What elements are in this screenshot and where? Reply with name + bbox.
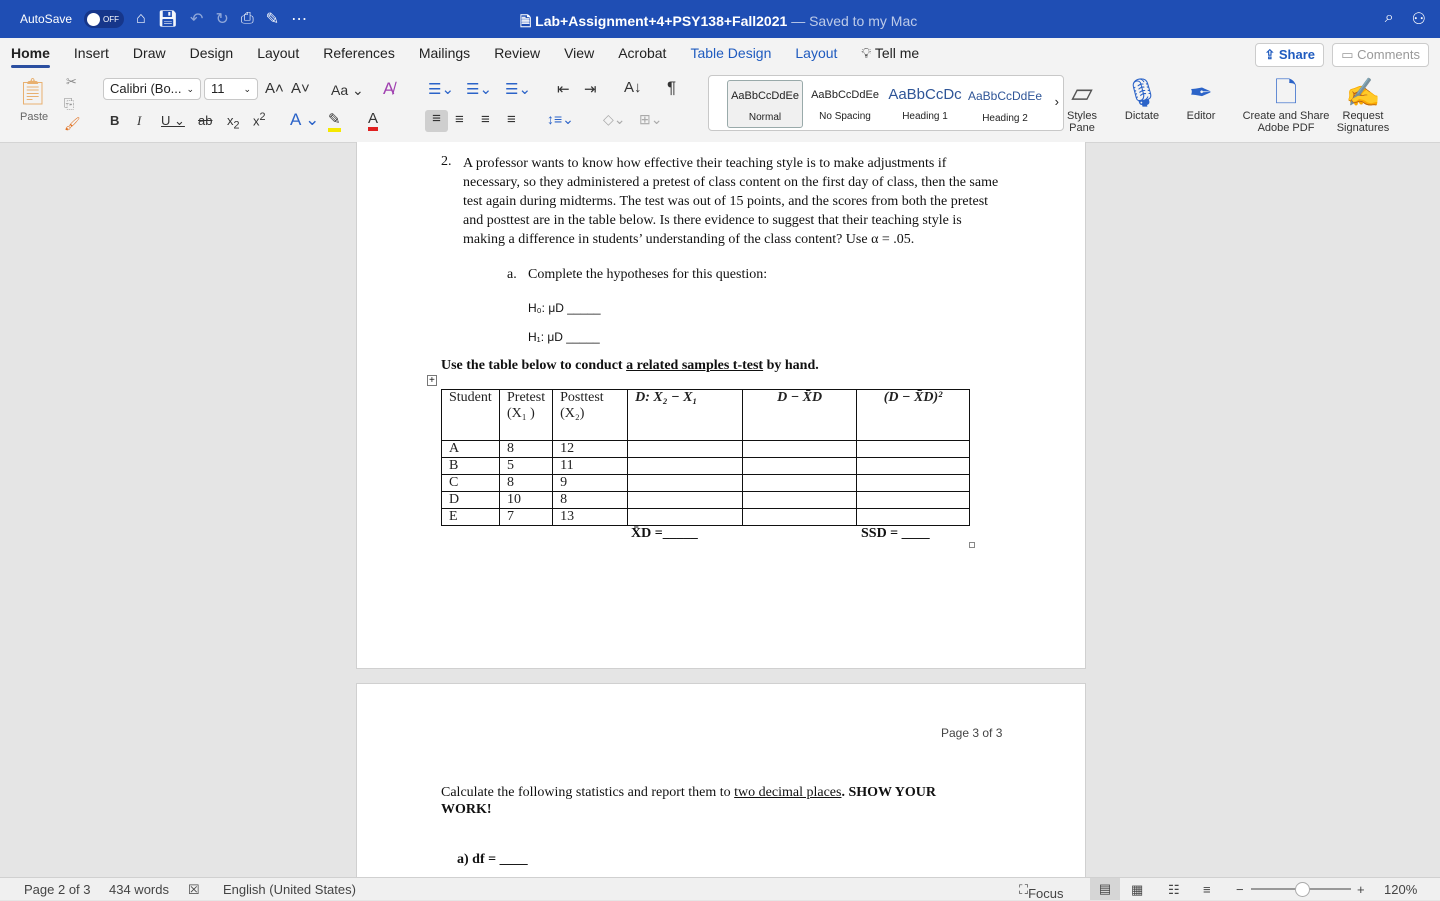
part-a-text: Complete the hypotheses for this question: (528, 267, 768, 282)
highlight-icon[interactable]: ✎ (328, 110, 341, 132)
style-heading-2[interactable] (967, 80, 1043, 128)
table-cell[interactable]: 8 (500, 441, 553, 458)
signature-icon: ✍ (1345, 77, 1381, 108)
align-right-icon[interactable]: ≡ (481, 111, 490, 128)
print-icon[interactable]: ⎙ (240, 10, 254, 27)
borders-icon[interactable]: ⊞⌄ (639, 111, 663, 127)
page-count[interactable]: Page 2 of 3 (24, 882, 91, 897)
table-cell[interactable]: 5 (500, 458, 553, 475)
pdf-icon: 🗋 (1274, 77, 1298, 108)
sum-of-squares-blank[interactable]: SSD = ____ (861, 526, 930, 541)
clear-formatting-icon[interactable]: A̸ (383, 79, 395, 98)
redo-icon[interactable]: ↻ (215, 11, 229, 28)
empty-cell[interactable] (743, 458, 857, 475)
header-student: Student (442, 390, 500, 441)
word-icon: 🗎 (520, 13, 536, 29)
editor-button[interactable] (1182, 76, 1220, 122)
font-size-select[interactable]: 11 ⌄ (204, 78, 258, 100)
table-resize-handle[interactable] (969, 542, 975, 548)
page-3 (356, 683, 1086, 883)
request-signatures-button[interactable] (1334, 76, 1392, 134)
search-icon[interactable]: ⌕ (1384, 9, 1394, 26)
superscript-icon[interactable]: $x^2$ (253, 111, 266, 129)
calc-underlined: two decimal places (734, 785, 842, 800)
shading-icon[interactable]: ◇⌄ (603, 111, 626, 127)
focus-label: Focus (1028, 886, 1064, 901)
zoom-slider-thumb[interactable] (1295, 882, 1310, 897)
empty-cell[interactable] (857, 441, 970, 458)
language[interactable]: English (United States) (223, 882, 356, 897)
table-row (442, 458, 970, 475)
copy-icon[interactable]: ⎘ (64, 96, 75, 111)
format-painter-icon[interactable]: 🖌︎ (64, 116, 81, 131)
header-difference: D: X₂ − X₁ (628, 390, 743, 441)
empty-cell[interactable] (743, 492, 857, 509)
instruction-underlined: a related samples t-test (626, 358, 764, 373)
outline-icon[interactable]: ☷ (1168, 882, 1180, 897)
style-preview: AaBbCcDdEe (731, 90, 799, 102)
page-number-footer: Page 3 of 3 (941, 726, 1003, 740)
font-name-select[interactable]: Calibri (Bo... ⌄ (103, 78, 201, 100)
bold-icon[interactable]: B (110, 113, 120, 128)
tab-insert[interactable]: Insert (73, 45, 109, 61)
increase-indent-icon[interactable]: ⇥ (584, 81, 597, 98)
word-count[interactable]: 434 words (109, 882, 169, 897)
edit-icon[interactable]: ✎ (265, 11, 280, 28)
align-center-icon[interactable]: ≡ (455, 111, 464, 128)
paste-label: Paste (20, 111, 49, 123)
bullets-icon[interactable]: ☰⌄ (428, 81, 455, 98)
df-blank[interactable]: a) df = ____ (457, 852, 528, 867)
table-row (442, 492, 970, 509)
page-2 (356, 142, 1086, 669)
underline-icon[interactable]: U ⌄ (161, 113, 185, 128)
decrease-indent-icon[interactable]: ⇤ (557, 81, 570, 98)
font-name: Calibri (Bo... (110, 81, 182, 96)
tab-draw[interactable]: Draw (132, 45, 166, 61)
save-status: — Saved to my Mac (791, 13, 918, 29)
focus-button[interactable]: ⛶ Focus (1019, 882, 1064, 901)
calc-text: Calculate the following statistics and report them to (441, 785, 735, 800)
adobe-label: Create and Share Adobe PDF (1242, 110, 1330, 134)
styles-pane-label: Styles Pane (1067, 110, 1097, 134)
comments-button[interactable]: ▭ Comments (1332, 43, 1429, 67)
autosave-toggle[interactable] (84, 10, 124, 28)
editor-icon: ✒ (1189, 77, 1213, 108)
strikethrough-icon[interactable]: ab (198, 113, 213, 128)
style-heading-1[interactable] (887, 80, 963, 128)
table-cell[interactable]: B (442, 458, 500, 475)
table-row (442, 441, 970, 458)
tab-table-layout[interactable]: Layout (795, 45, 838, 61)
numbering-icon[interactable]: ☰⌄ (466, 81, 493, 98)
style-preview: AaBbCcDdEe (811, 89, 879, 101)
print-layout-icon[interactable]: ▤ (1090, 878, 1120, 900)
ribbon (0, 68, 1440, 143)
grow-font-icon[interactable]: A˄ (265, 80, 284, 97)
style-name: Heading 2 (982, 113, 1028, 124)
line-spacing-icon[interactable]: ↕≡⌄ (547, 111, 574, 127)
empty-cell[interactable] (857, 509, 970, 526)
comments-label: Comments (1357, 47, 1420, 62)
table-cell[interactable]: A (442, 441, 500, 458)
proofing-icon[interactable]: ☒ (188, 882, 200, 897)
header-pretest: Pretest (X₁ ) (500, 390, 553, 441)
signatures-label: Request Signatures (1336, 110, 1390, 134)
align-left-icon[interactable]: ≡ (425, 110, 448, 132)
home-icon[interactable]: ⌂ (136, 10, 146, 27)
question-text: A professor wants to know how effective their teaching style is to make adjustments if necessary, so they administered a pretest of class content on the first day of class, then the same test again during midterms. The test was out of 15 points, and the scores from both the pretest and posttest are in the table below. Is there evidence to suggest that their teaching style is making a difference in students’ understanding of the class content? Use α = .05. (463, 156, 999, 247)
document-title (520, 11, 917, 35)
pilcrow-icon[interactable]: ¶ (667, 78, 677, 97)
save-icon[interactable]: 💾︎ (157, 11, 179, 28)
calc-emphasis: . SHOW YOUR WORK! (441, 785, 936, 817)
table-cell[interactable]: E (442, 509, 500, 526)
microphone-icon: 🎙︎ (1124, 77, 1160, 108)
style-name: Heading 1 (902, 111, 948, 122)
header-squared-deviation: (D − X̄D)² (857, 390, 970, 441)
question-number: 2. (441, 154, 452, 169)
empty-cell[interactable] (628, 475, 743, 492)
share-people-icon[interactable]: ⚇ (1411, 11, 1426, 28)
styles-next-icon[interactable]: › (1054, 94, 1059, 109)
empty-cell[interactable] (628, 492, 743, 509)
table-cell[interactable]: C (442, 475, 500, 492)
ribbon-tabs (0, 38, 1440, 68)
table-row (442, 475, 970, 492)
toggle-state: OFF (103, 14, 120, 24)
lightbulb-icon: 💡︎ (861, 44, 875, 61)
autosave-label: AutoSave (20, 12, 73, 26)
instruction-text: Use the table below to conduct (441, 358, 627, 373)
table-cell[interactable]: 8 (500, 475, 553, 492)
zoom-in-icon[interactable]: + (1357, 882, 1365, 897)
table-cell[interactable]: 11 (553, 458, 628, 475)
empty-cell[interactable] (857, 492, 970, 509)
dictate-button[interactable] (1120, 76, 1164, 122)
subscript-icon[interactable]: $x_2$ (227, 113, 240, 132)
zoom-out-icon[interactable]: − (1236, 882, 1244, 897)
empty-cell[interactable] (628, 509, 743, 526)
tab-home[interactable]: Home (11, 45, 50, 61)
tab-table-design[interactable]: Table Design (690, 45, 772, 61)
tab-design[interactable]: Design (189, 45, 234, 61)
font-size: 11 (211, 81, 225, 96)
table-cell[interactable]: D (442, 492, 500, 509)
sort-icon[interactable]: A↓ (624, 79, 642, 96)
text-effects-icon[interactable]: A ⌄ (290, 110, 320, 129)
dictate-label: Dictate (1124, 110, 1160, 122)
tab-review[interactable]: Review (494, 45, 541, 61)
tab-view[interactable]: View (564, 45, 595, 61)
tab-mailings[interactable]: Mailings (418, 45, 471, 61)
tab-acrobat[interactable]: Acrobat (618, 45, 667, 61)
table-cell[interactable]: 13 (553, 509, 628, 526)
styles-pane-icon: ▱ (1071, 77, 1093, 108)
more-icon[interactable]: ⋯ (291, 11, 308, 28)
tab-layout[interactable]: Layout (257, 45, 300, 61)
tab-tell-me[interactable] (861, 45, 919, 62)
table-cell[interactable]: 8 (553, 492, 628, 509)
adobe-pdf-button[interactable] (1240, 76, 1332, 134)
zoom-level[interactable]: 120% (1384, 882, 1418, 897)
empty-cell[interactable] (743, 475, 857, 492)
style-preview: AaBbCcDc (888, 86, 962, 103)
table-row (442, 509, 970, 526)
italic-icon[interactable]: I (137, 113, 142, 128)
style-name: Normal (748, 112, 782, 123)
style-name: No Spacing (819, 111, 871, 122)
cut-icon[interactable]: ✂ (66, 74, 77, 89)
null-hypothesis[interactable]: H₀: μD _____ (528, 301, 601, 315)
change-case-icon[interactable]: Aa ⌄ (331, 82, 364, 98)
multilevel-list-icon[interactable]: ☰⌄ (505, 81, 532, 98)
mean-difference-blank[interactable]: X̄D =_____ (631, 526, 698, 541)
style-no-spacing[interactable] (807, 80, 883, 128)
status-bar (0, 877, 1440, 900)
empty-cell[interactable] (628, 458, 743, 475)
instruction-text-end: by hand. (763, 358, 819, 373)
undo-icon[interactable]: ↶ (190, 11, 204, 28)
table-cell[interactable]: 10 (500, 492, 553, 509)
part-a-label: a. (507, 267, 517, 282)
styles-gallery (708, 75, 1064, 131)
empty-cell[interactable] (857, 458, 970, 475)
header-posttest: Posttest (X₂) (553, 390, 628, 441)
table-cell[interactable]: 7 (500, 509, 553, 526)
title-text: Lab+Assignment+4+PSY138+Fall2021 (535, 13, 788, 29)
tab-references[interactable]: References (323, 45, 395, 61)
editor-label: Editor (1186, 110, 1216, 122)
shrink-font-icon[interactable]: A˅ (291, 80, 310, 97)
paste-icon[interactable]: 📋︎ (16, 76, 50, 106)
share-label: Share (1278, 47, 1315, 62)
empty-cell[interactable] (743, 441, 857, 458)
title-bar (0, 0, 1440, 38)
draft-icon[interactable]: ≡ (1203, 882, 1211, 897)
tell-me-label: Tell me (874, 44, 920, 61)
justify-icon[interactable]: ≡ (507, 111, 516, 128)
instruction (441, 358, 819, 374)
style-preview: AaBbCcDdEe (967, 89, 1043, 103)
empty-cell[interactable] (628, 441, 743, 458)
web-layout-icon[interactable]: ▦ (1131, 882, 1144, 897)
style-normal[interactable] (727, 80, 803, 128)
styles-pane-button[interactable] (1064, 76, 1100, 134)
share-button[interactable]: ⇪ Share (1255, 43, 1324, 67)
header-deviation: D − X̄D (743, 390, 857, 441)
table-move-handle-icon[interactable]: + (429, 375, 435, 386)
table-cell[interactable]: 12 (553, 441, 628, 458)
empty-cell[interactable] (857, 475, 970, 492)
empty-cell[interactable] (743, 509, 857, 526)
table-cell[interactable]: 9 (553, 475, 628, 492)
calc-instruction (441, 784, 971, 818)
font-color-icon[interactable]: A (368, 110, 378, 131)
alternative-hypothesis[interactable]: H₁: μD _____ (528, 330, 600, 344)
data-table (441, 389, 970, 526)
